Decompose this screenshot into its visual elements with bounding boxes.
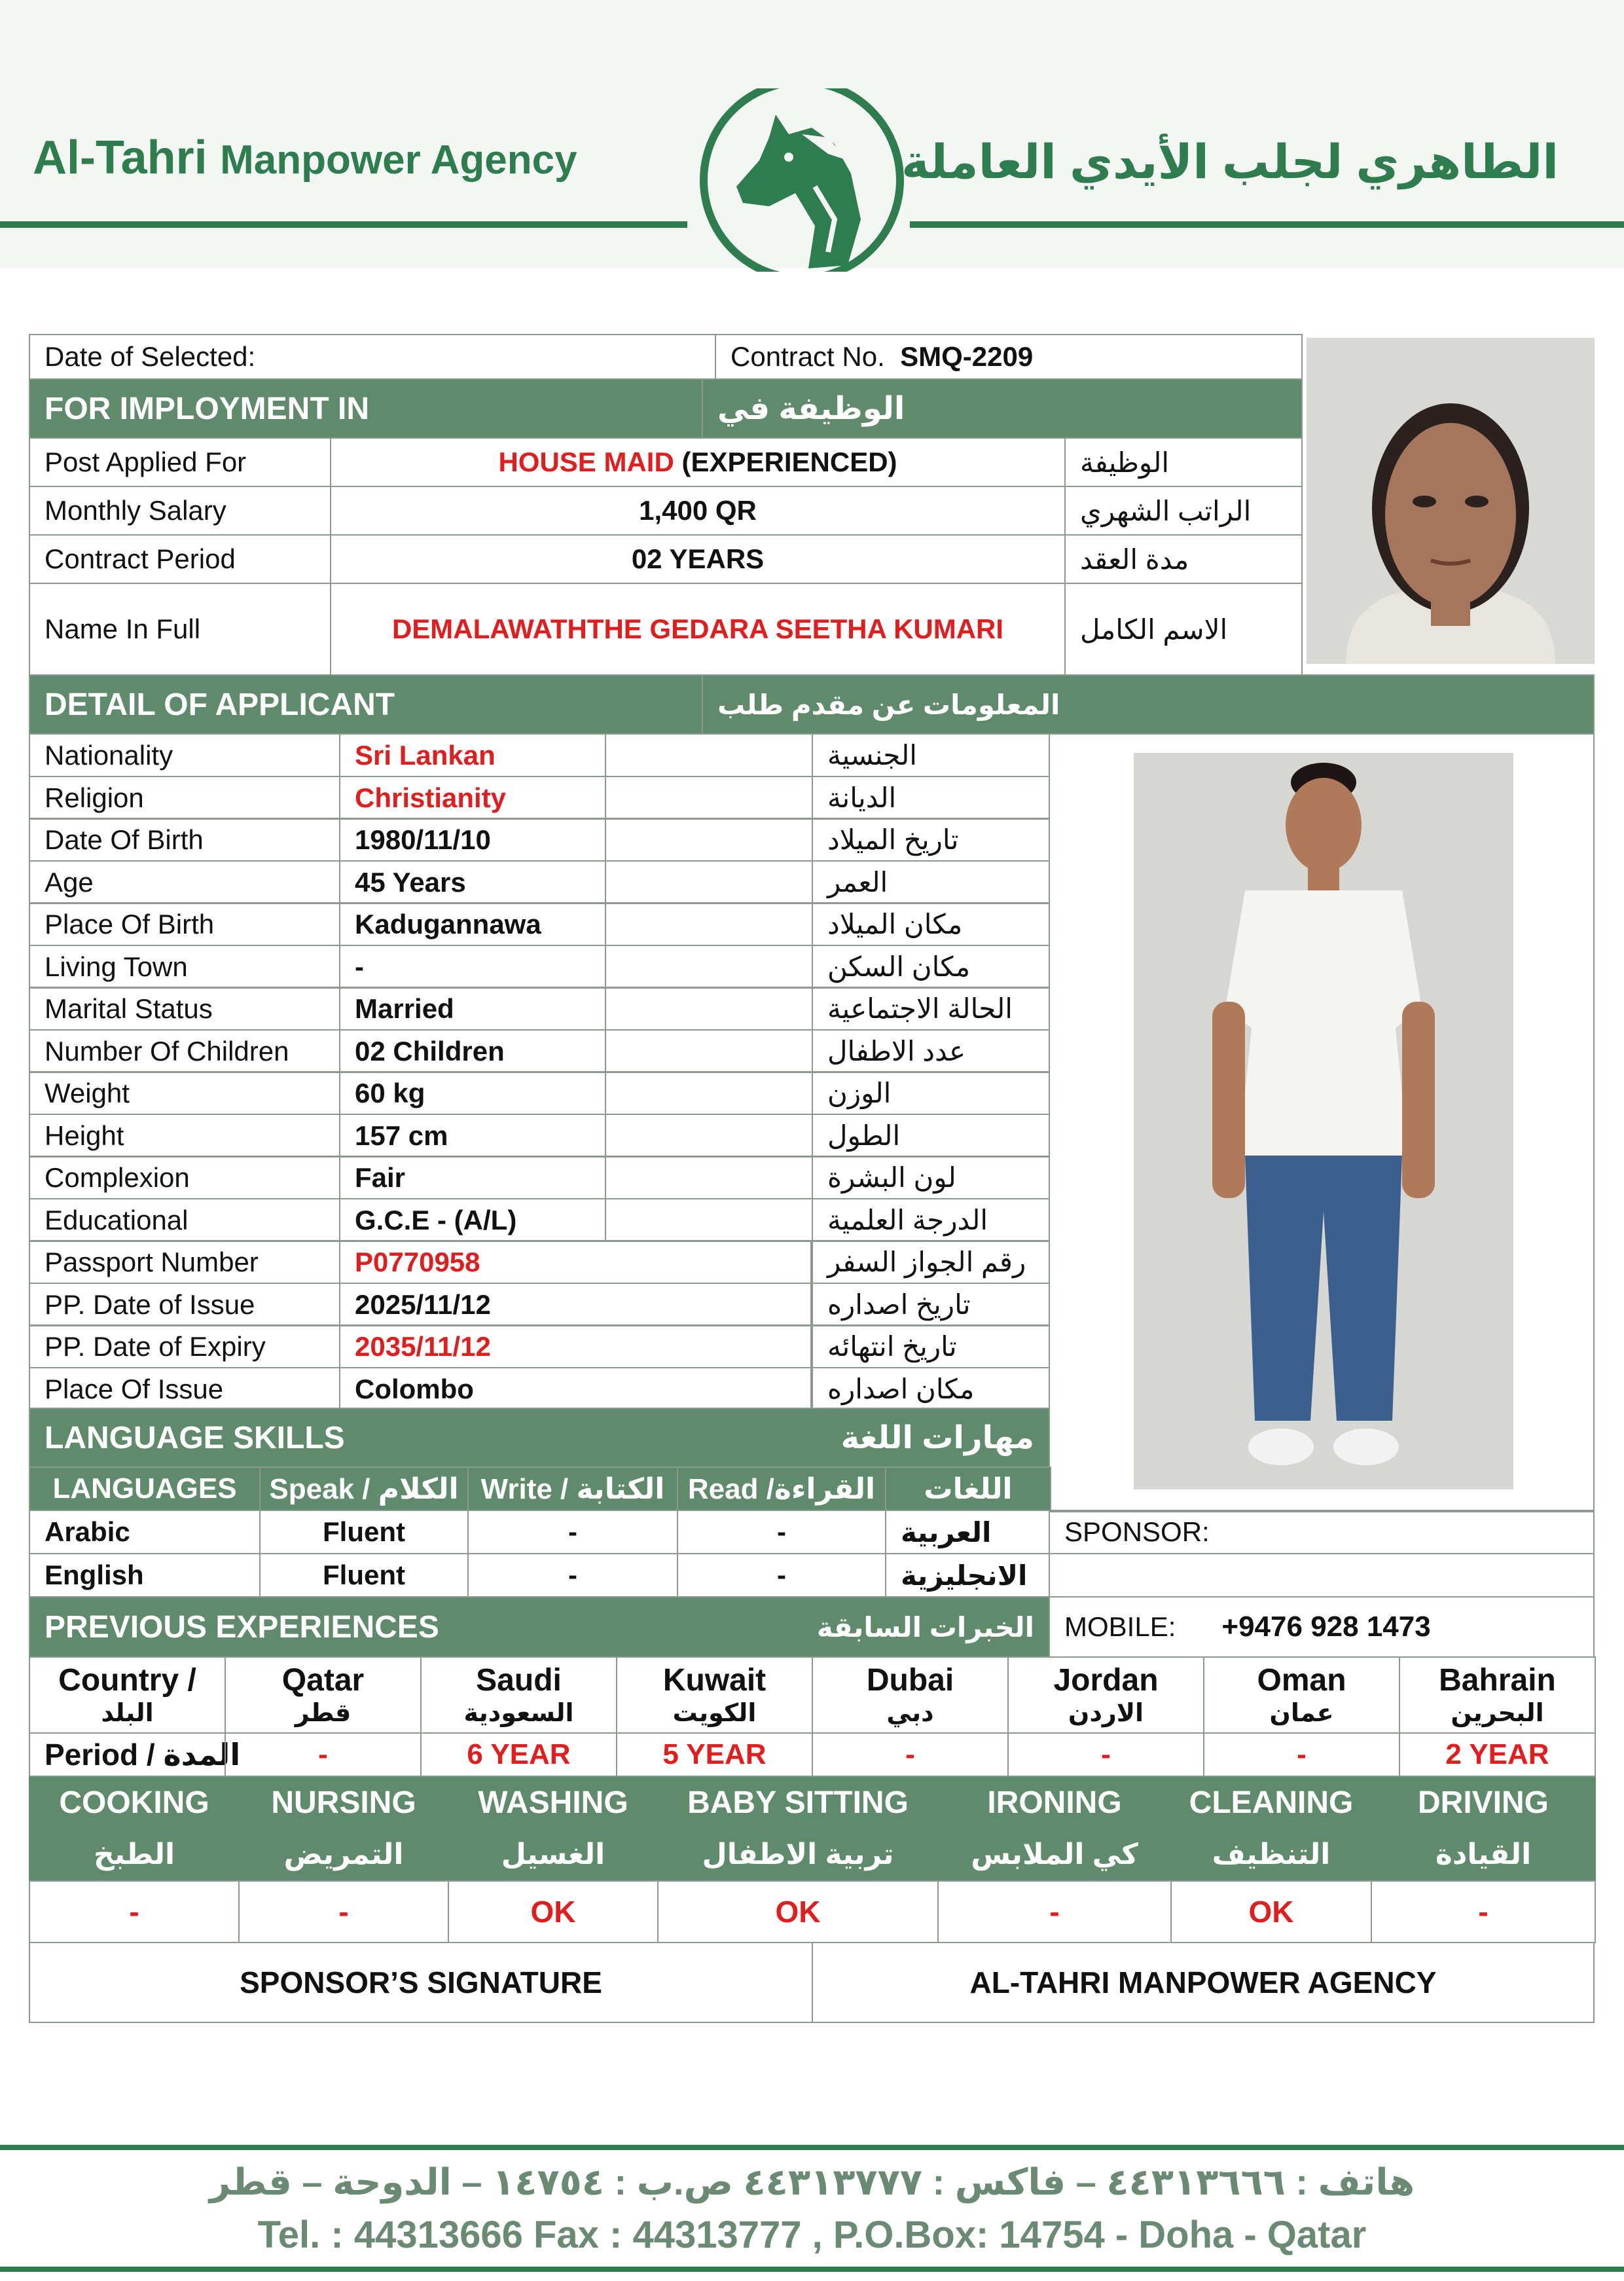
applicant-title: DETAIL OF APPLICANT xyxy=(29,674,703,735)
applicant-field-label-ar: مكان السكن xyxy=(812,945,1050,989)
country-header: Qatar قطر xyxy=(225,1656,422,1734)
experience-period: - xyxy=(1203,1732,1400,1777)
applicant-field-label-ar: الوزن xyxy=(812,1071,1050,1115)
applicant-field-label-ar: رقم الجواز السفر xyxy=(812,1240,1050,1284)
skill-name-ar: الطبخ xyxy=(29,1827,240,1882)
language-col-header: Write / الكتابة xyxy=(467,1467,678,1511)
brand-name-ar: الطاهري لجلب الأيدي العاملة xyxy=(901,136,1559,189)
sponsor-cell: SPONSOR: xyxy=(1049,1510,1595,1554)
skill-name: WASHING xyxy=(448,1777,659,1828)
applicant-field-label: Weight xyxy=(29,1071,340,1115)
applicant-field-label: Complexion xyxy=(29,1156,340,1199)
employment-title: FOR IMPLOYMENT IN xyxy=(29,378,703,439)
header-rule-left xyxy=(0,221,687,228)
language-name: Arabic xyxy=(29,1510,261,1554)
applicant-field-label: Religion xyxy=(29,776,340,820)
applicant-field-blank xyxy=(605,733,813,777)
mobile-cell: MOBILE: +9476 928 1473 xyxy=(1049,1596,1595,1658)
agency-signature-box: AL-TAHRI MANPOWER AGENCY xyxy=(812,1942,1595,2023)
skill-value: - xyxy=(937,1880,1172,1943)
language-read: - xyxy=(677,1553,886,1597)
sponsor-blank-cell xyxy=(1049,1553,1595,1597)
applicant-field-label: Passport Number xyxy=(29,1240,340,1284)
skill-name: CLEANING xyxy=(1170,1777,1372,1828)
contract-period-label: Contract Period xyxy=(29,534,331,584)
applicant-field-value: Kadugannawa xyxy=(339,902,606,946)
employment-title-ar: الوظيفة في xyxy=(702,378,1303,439)
country-header: Oman عمان xyxy=(1203,1656,1400,1734)
contract-period-label-ar: مدة العقد xyxy=(1064,534,1303,584)
experience-period: 2 YEAR xyxy=(1399,1732,1596,1777)
header-rule-right xyxy=(910,221,1624,228)
applicant-field-blank xyxy=(605,1198,813,1242)
skill-name: DRIVING xyxy=(1371,1777,1596,1828)
applicant-field-value: Fair xyxy=(339,1156,606,1199)
applicant-field-value: Christianity xyxy=(339,776,606,820)
experience-period: - xyxy=(1007,1732,1204,1777)
applicant-field-value: 02 Children xyxy=(339,1029,606,1073)
applicant-field-label-ar: الدرجة العلمية xyxy=(812,1198,1050,1242)
applicant-field-value: Colombo xyxy=(339,1367,812,1411)
skill-value: OK xyxy=(1170,1880,1372,1943)
applicant-field-label-ar: عدد الاطفال xyxy=(812,1029,1050,1073)
salary-value: 1,400 QR xyxy=(330,486,1066,536)
applicant-field-label-ar: تاريخ انتهائه xyxy=(812,1324,1050,1368)
skill-name: COOKING xyxy=(29,1777,240,1828)
date-selected-cell: Date of Selected: xyxy=(29,334,716,380)
applicant-field-value: 2035/11/12 xyxy=(339,1324,812,1368)
applicant-field-value: Sri Lankan xyxy=(339,733,606,777)
applicant-field-label: Age xyxy=(29,860,340,904)
post-value: HOUSE MAID (EXPERIENCED) xyxy=(330,437,1066,487)
skill-value: OK xyxy=(657,1880,939,1943)
language-name: English xyxy=(29,1553,261,1597)
language-title: LANGUAGE SKILLS مهارات اللغة xyxy=(29,1408,1050,1468)
applicant-field-value: 157 cm xyxy=(339,1114,606,1158)
language-col-header: Read /القراءة xyxy=(677,1467,886,1511)
skill-value: - xyxy=(29,1880,240,1943)
post-label-ar: الوظيفة xyxy=(1064,437,1303,487)
applicant-field-blank xyxy=(605,902,813,946)
post-label: Post Applied For xyxy=(29,437,331,487)
country-header: Bahrain البحرين xyxy=(1399,1656,1596,1734)
full-name-label: Name In Full xyxy=(29,583,331,676)
skill-name: NURSING xyxy=(238,1777,449,1828)
language-name-ar: الانجليزية xyxy=(885,1553,1050,1597)
language-write: - xyxy=(467,1553,678,1597)
applicant-field-blank xyxy=(605,1114,813,1158)
skill-value: - xyxy=(238,1880,449,1943)
applicant-field-blank xyxy=(605,860,813,904)
footer-contact-en: Tel. : 44313666 Fax : 44313777 , P.O.Box: 14754 - Doha - Qatar xyxy=(257,2214,1367,2256)
applicant-field-label: Nationality xyxy=(29,733,340,777)
applicant-field-label: PP. Date of Expiry xyxy=(29,1324,340,1368)
experience-period: 5 YEAR xyxy=(616,1732,813,1777)
applicant-field-value: P0770958 xyxy=(339,1240,812,1284)
language-col-header: اللغات xyxy=(885,1467,1051,1511)
applicant-field-blank xyxy=(605,987,813,1031)
language-col-header: LANGUAGES xyxy=(29,1467,261,1511)
applicant-field-value: 1980/11/10 xyxy=(339,818,606,862)
skill-name-ar: القيادة xyxy=(1371,1827,1596,1882)
experience-period: - xyxy=(225,1732,422,1777)
footer-rule-bottom xyxy=(0,2267,1624,2272)
full-body-photo xyxy=(1134,753,1513,1489)
language-speak: Fluent xyxy=(259,1553,469,1597)
experience-title: PREVIOUS EXPERIENCES الخبرات السابقة xyxy=(29,1596,1050,1658)
applicant-title-ar: المعلومات عن مقدم طلب xyxy=(702,674,1595,735)
salary-label-ar: الراتب الشهري xyxy=(1064,486,1303,536)
skill-name-ar: التمريض xyxy=(238,1827,449,1882)
skill-name-ar: الغسيل xyxy=(448,1827,659,1882)
applicant-field-blank xyxy=(605,1029,813,1073)
applicant-field-label: Number Of Children xyxy=(29,1029,340,1073)
applicant-field-label: Educational xyxy=(29,1198,340,1242)
applicant-field-label-ar: مكان اصداره xyxy=(812,1367,1050,1411)
applicant-field-label-ar: تاريخ اصداره xyxy=(812,1283,1050,1326)
skill-value: - xyxy=(1371,1880,1596,1943)
applicant-field-value: - xyxy=(339,945,606,989)
period-label: Period / المدة xyxy=(29,1732,226,1777)
applicant-field-label: Marital Status xyxy=(29,987,340,1031)
experience-period: - xyxy=(812,1732,1009,1777)
applicant-field-label-ar: الديانة xyxy=(812,776,1050,820)
language-write: - xyxy=(467,1510,678,1554)
full-name-value: DEMALAWATHTHE GEDARA SEETHA KUMARI xyxy=(330,583,1066,676)
footer-rule-top xyxy=(0,2145,1624,2150)
skill-name-ar: كي الملابس xyxy=(937,1827,1172,1882)
brand-name-en: Al-Tahri Manpower Agency xyxy=(33,132,577,184)
full-name-label-ar: الاسم الكامل xyxy=(1064,583,1303,676)
country-header: Dubai دبي xyxy=(812,1656,1009,1734)
country-header: Saudi السعودية xyxy=(420,1656,617,1734)
applicant-field-value: 60 kg xyxy=(339,1071,606,1115)
skill-name: IRONING xyxy=(937,1777,1172,1828)
skill-name: BABY SITTING xyxy=(657,1777,939,1828)
applicant-field-label-ar: الجنسية xyxy=(812,733,1050,777)
skill-name-ar: تربية الاطفال xyxy=(657,1827,939,1882)
applicant-field-label: Height xyxy=(29,1114,340,1158)
applicant-field-label-ar: لون البشرة xyxy=(812,1156,1050,1199)
applicant-field-value: 2025/11/12 xyxy=(339,1283,812,1326)
applicant-field-label-ar: تاريخ الميلاد xyxy=(812,818,1050,862)
language-name-ar: العربية xyxy=(885,1510,1050,1554)
skill-name-ar: التنظيف xyxy=(1170,1827,1372,1882)
applicant-field-blank xyxy=(605,776,813,820)
applicant-field-blank xyxy=(605,945,813,989)
applicant-field-value: Married xyxy=(339,987,606,1031)
applicant-field-label-ar: الطول xyxy=(812,1114,1050,1158)
applicant-field-blank xyxy=(605,1071,813,1115)
applicant-field-label: Place Of Birth xyxy=(29,902,340,946)
applicant-field-blank xyxy=(605,818,813,862)
applicant-field-label-ar: مكان الميلاد xyxy=(812,902,1050,946)
contract-period-value: 02 YEARS xyxy=(330,534,1066,584)
applicant-field-label: Place Of Issue xyxy=(29,1367,340,1411)
applicant-field-blank xyxy=(605,1156,813,1199)
applicant-field-label: Living Town xyxy=(29,945,340,989)
applicant-field-value: 45 Years xyxy=(339,860,606,904)
country-header: Jordan الاردن xyxy=(1007,1656,1204,1734)
skill-value: OK xyxy=(448,1880,659,1943)
applicant-field-value: G.C.E - (A/L) xyxy=(339,1198,606,1242)
applicant-field-label-ar: الحالة الاجتماعية xyxy=(812,987,1050,1031)
applicant-portrait xyxy=(1307,338,1595,664)
footer-contact-ar: هاتف : ٤٤٣١٣٦٦٦ – فاكس : ٤٤٣١٣٧٧٧ ص.ب : ١٤٧٥٤ – الدوحة – قطر xyxy=(209,2161,1415,2202)
contract-no-cell: Contract No. SMQ-2209 xyxy=(715,334,1303,380)
experience-period: 6 YEAR xyxy=(420,1732,617,1777)
country-header: Country / البلد xyxy=(29,1656,226,1734)
sponsor-signature-box: SPONSOR’S SIGNATURE xyxy=(29,1942,813,2023)
language-speak: Fluent xyxy=(259,1510,469,1554)
country-header: Kuwait الكويت xyxy=(616,1656,813,1734)
applicant-field-label-ar: العمر xyxy=(812,860,1050,904)
salary-label: Monthly Salary xyxy=(29,486,331,536)
horse-logo-icon xyxy=(697,88,907,272)
language-read: - xyxy=(677,1510,886,1554)
applicant-field-label: Date Of Birth xyxy=(29,818,340,862)
applicant-field-label: PP. Date of Issue xyxy=(29,1283,340,1326)
language-col-header: Speak / الكلام xyxy=(259,1467,469,1511)
